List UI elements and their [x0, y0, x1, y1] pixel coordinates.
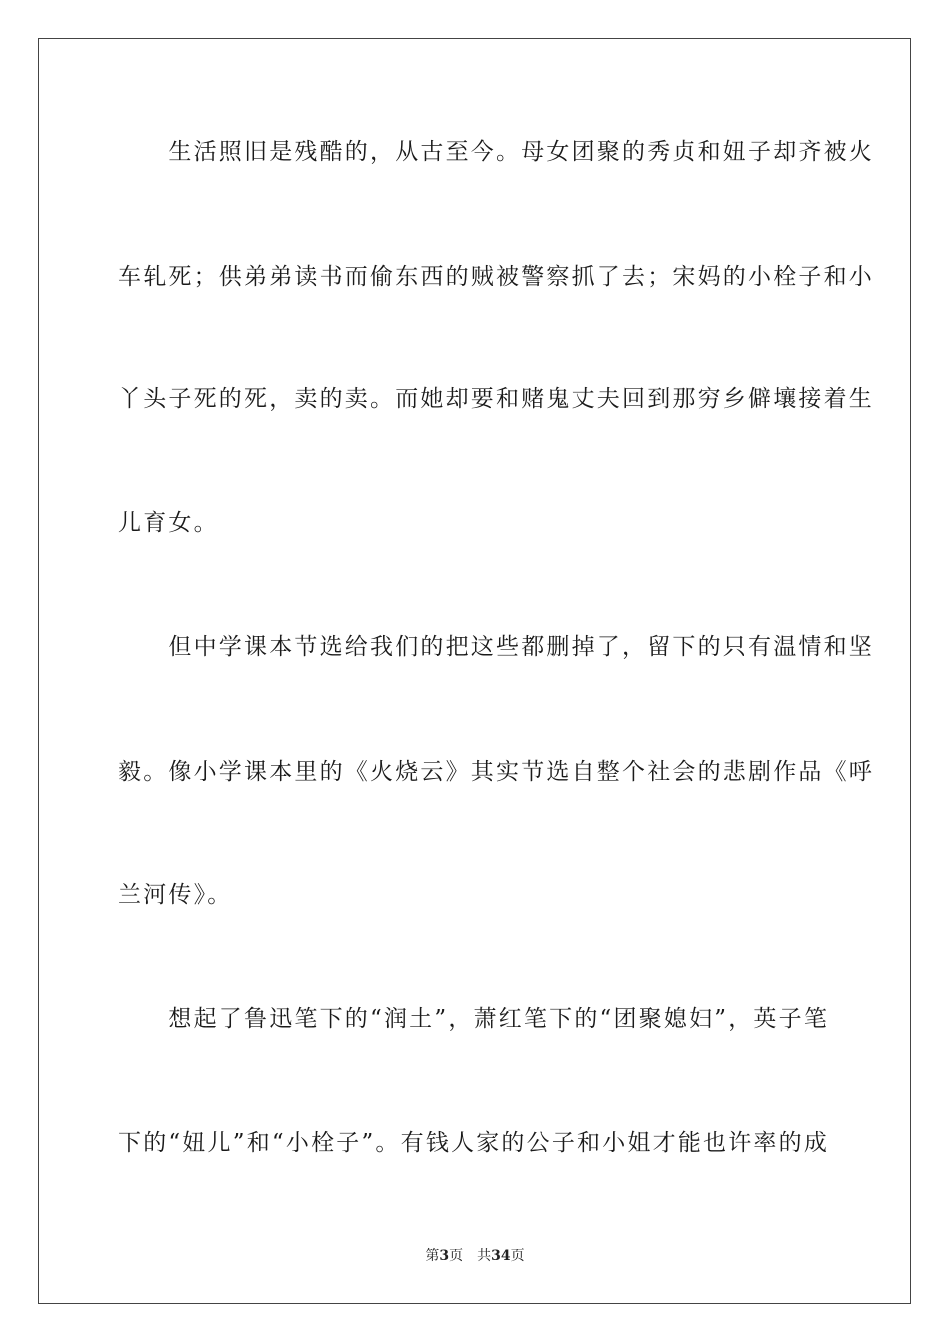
total-suffix: 页: [510, 1248, 525, 1264]
page-border: [38, 38, 911, 1304]
text-line: 丫头子死的死，卖的卖。而她却要和赌鬼丈夫回到那穷乡僻壤接着生: [118, 386, 874, 412]
text-line: 车轧死；供弟弟读书而偷东西的贼被警察抓了去；宋妈的小栓子和小: [118, 264, 874, 290]
total-prefix: 共: [477, 1248, 492, 1264]
text-line: 兰河传》。: [118, 882, 233, 908]
page-footer: [0, 1246, 950, 1266]
text-line: 生活照旧是残酷的，从古至今。母女团聚的秀贞和妞子却齐被火: [118, 139, 874, 165]
page-suffix: 页: [449, 1248, 464, 1264]
page-prefix: 第: [425, 1248, 440, 1264]
text-line: 下的“妞儿”和“小栓子”。有钱人家的公子和小姐才能也许率的成: [118, 1130, 830, 1156]
page-number: 3: [439, 1248, 450, 1264]
total-pages: 34: [491, 1248, 511, 1264]
text-line: 毅。像小学课本里的《火烧云》其实节选自整个社会的悲剧作品《呼: [118, 759, 874, 785]
text-line: 想起了鲁迅笔下的“润土”，萧红笔下的“团聚媳妇”，英子笔: [118, 1006, 830, 1032]
text-line: 儿育女。: [118, 510, 219, 536]
text-line: 但中学课本节选给我们的把这些都删掉了，留下的只有温情和坚: [118, 634, 874, 660]
